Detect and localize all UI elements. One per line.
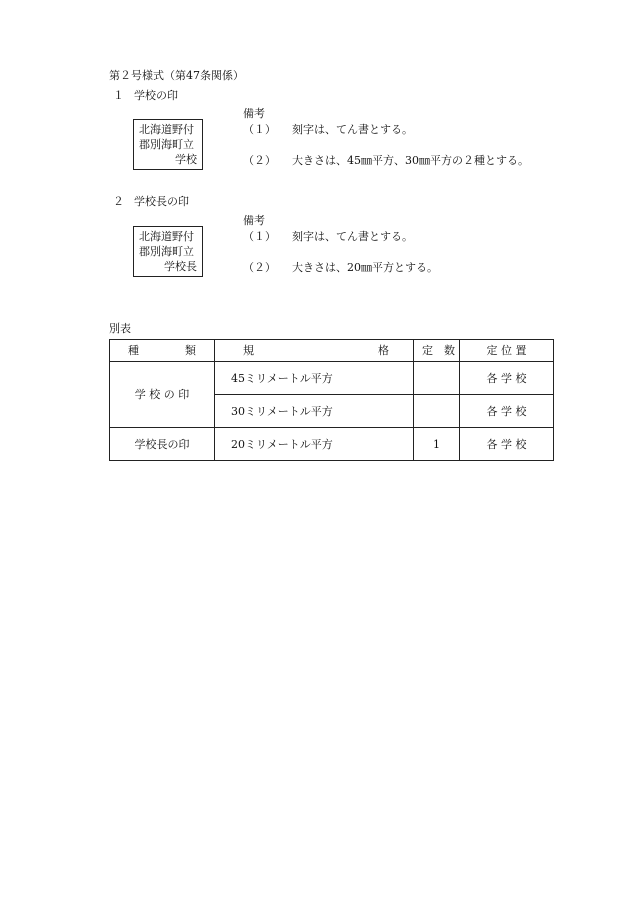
section-2-remark-2-num: （２） xyxy=(243,261,276,274)
row-spec: 20ミリメートル平方 xyxy=(215,428,414,461)
principal-seal-box xyxy=(133,226,203,277)
section-1-title: 学校の印 xyxy=(134,89,178,102)
seal-line-2: 郡別海町立 xyxy=(139,138,194,151)
row-count xyxy=(414,362,460,395)
seal-line-1: 北海道野付 xyxy=(139,123,194,136)
section-1-remark-1-num: （１） xyxy=(243,123,276,136)
section-1-remark-1-text: 刻字は、てん書とする。 xyxy=(292,123,413,136)
section-2-remark-1-num: （１） xyxy=(243,230,276,243)
seal-spec-table xyxy=(109,339,554,461)
section-1-remarks-heading: 備考 xyxy=(243,107,265,120)
table-header-row xyxy=(110,340,554,362)
row-location: 各 学 校 xyxy=(460,428,554,461)
row-spec: 45ミリメートル平方 xyxy=(215,362,414,395)
section-2-remark-1-text: 刻字は、てん書とする。 xyxy=(292,230,413,243)
section-1-remark-2-num: （２） xyxy=(243,154,276,167)
section-2-remarks-heading: 備考 xyxy=(243,214,265,227)
row-count: 1 xyxy=(414,428,460,461)
header-kind-right: 類 xyxy=(185,344,196,357)
section-2-number: ２ xyxy=(113,195,124,208)
section-1-number: １ xyxy=(113,89,124,102)
row-location: 各 学 校 xyxy=(460,362,554,395)
header-spec-right: 格 xyxy=(378,344,389,357)
header-count: 定 数 xyxy=(414,340,460,362)
table-caption: 別表 xyxy=(109,322,131,335)
seal-line-3: 学校長 xyxy=(164,260,197,273)
school-seal-box xyxy=(133,119,203,170)
header-spec xyxy=(215,340,414,362)
header-kind-left: 種 xyxy=(128,344,139,357)
seal-line-1: 北海道野付 xyxy=(139,230,194,243)
table-row xyxy=(110,362,554,395)
seal-line-3: 学校 xyxy=(175,153,197,166)
row-location: 各 学 校 xyxy=(460,395,554,428)
header-spec-left: 規 xyxy=(243,344,254,357)
seal-line-2: 郡別海町立 xyxy=(139,245,194,258)
section-2-title: 学校長の印 xyxy=(134,195,189,208)
section-1-remark-2-text: 大きさは、45㎜平方、30㎜平方の２種とする。 xyxy=(292,154,529,167)
row-count xyxy=(414,395,460,428)
row-kind-principal-seal: 学校長の印 xyxy=(110,428,215,461)
header-location: 定 位 置 xyxy=(460,340,554,362)
table-row xyxy=(110,428,554,461)
section-2-remark-2-text: 大きさは、20㎜平方とする。 xyxy=(292,261,438,274)
form-title: 第２号様式（第47条関係） xyxy=(109,69,244,82)
row-kind-school-seal: 学 校 の 印 xyxy=(110,362,215,428)
row-spec: 30ミリメートル平方 xyxy=(215,395,414,428)
header-kind xyxy=(110,340,215,362)
